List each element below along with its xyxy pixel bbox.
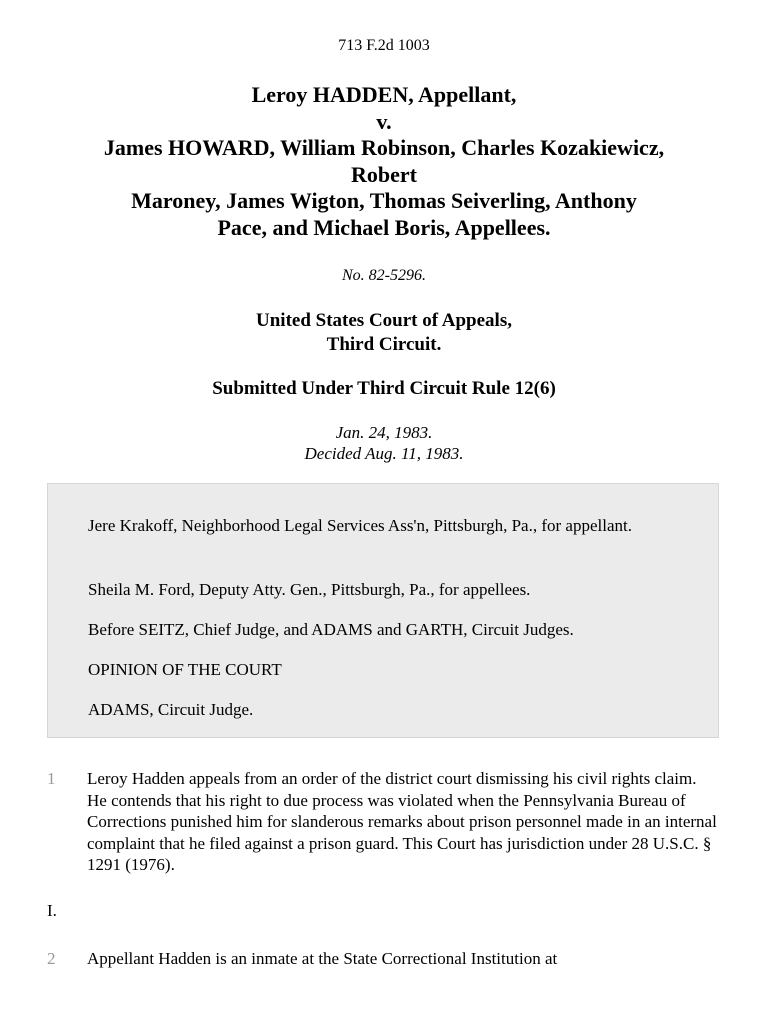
caption-line: Leroy HADDEN, Appellant, bbox=[251, 82, 517, 107]
paragraph-text: Appellant Hadden is an inmate at the State Correctional Institution at bbox=[87, 949, 558, 968]
section-heading: I. bbox=[47, 901, 57, 920]
judges-panel: Before SEITZ, Chief Judge, and ADAMS and GARTH, Circuit Judges. bbox=[88, 620, 574, 639]
court-name-line: United States Court of Appeals, bbox=[256, 310, 512, 331]
appellant-counsel: Jere Krakoff, Neighborhood Legal Services Ass'n, Pittsburgh, Pa., for appellant. bbox=[88, 516, 632, 535]
caption-line: Maroney, James Wigton, Thomas Seiverling, Anthony bbox=[131, 188, 637, 213]
docket-number: No. 82-5296. bbox=[342, 267, 426, 284]
submitted-date: Jan. 24, 1983. bbox=[335, 423, 433, 442]
paragraph-number: 1 bbox=[47, 769, 56, 788]
case-citation: 713 F.2d 1003 bbox=[338, 37, 430, 54]
caption-line: Pace, and Michael Boris, Appellees. bbox=[217, 214, 551, 240]
opinion-label: OPINION OF THE COURT bbox=[88, 660, 282, 679]
court-name bbox=[0, 309, 768, 357]
case-caption bbox=[40, 82, 728, 241]
court-circuit-line: Third Circuit. bbox=[326, 334, 442, 355]
caption-line: v. bbox=[376, 108, 392, 134]
caption-line: James HOWARD, William Robinson, Charles Kozakiewicz, bbox=[103, 135, 665, 160]
counsel-box bbox=[47, 483, 719, 738]
paragraph-number: 2 bbox=[47, 949, 56, 968]
decided-date: Decided Aug. 11, 1983. bbox=[304, 444, 464, 463]
paragraph-text: Leroy Hadden appeals from an order of the district court dismissing his civil rights claim. He contends that his right to due process was violated when the Pennsylvania Bureau of Corrections punished him for slanderous remarks about prison personnel made in an internal complaint that he filed against a prison guard. This Court has jurisdiction under 28 U.S.C. § 1291 (1976). bbox=[87, 769, 717, 874]
submission-note: Submitted Under Third Circuit Rule 12(6) bbox=[212, 378, 556, 399]
opinion-author: ADAMS, Circuit Judge. bbox=[88, 700, 254, 719]
appellee-counsel: Sheila M. Ford, Deputy Atty. Gen., Pittsburgh, Pa., for appellees. bbox=[88, 580, 531, 599]
case-dates bbox=[0, 422, 768, 464]
caption-line: Robert bbox=[351, 161, 417, 187]
